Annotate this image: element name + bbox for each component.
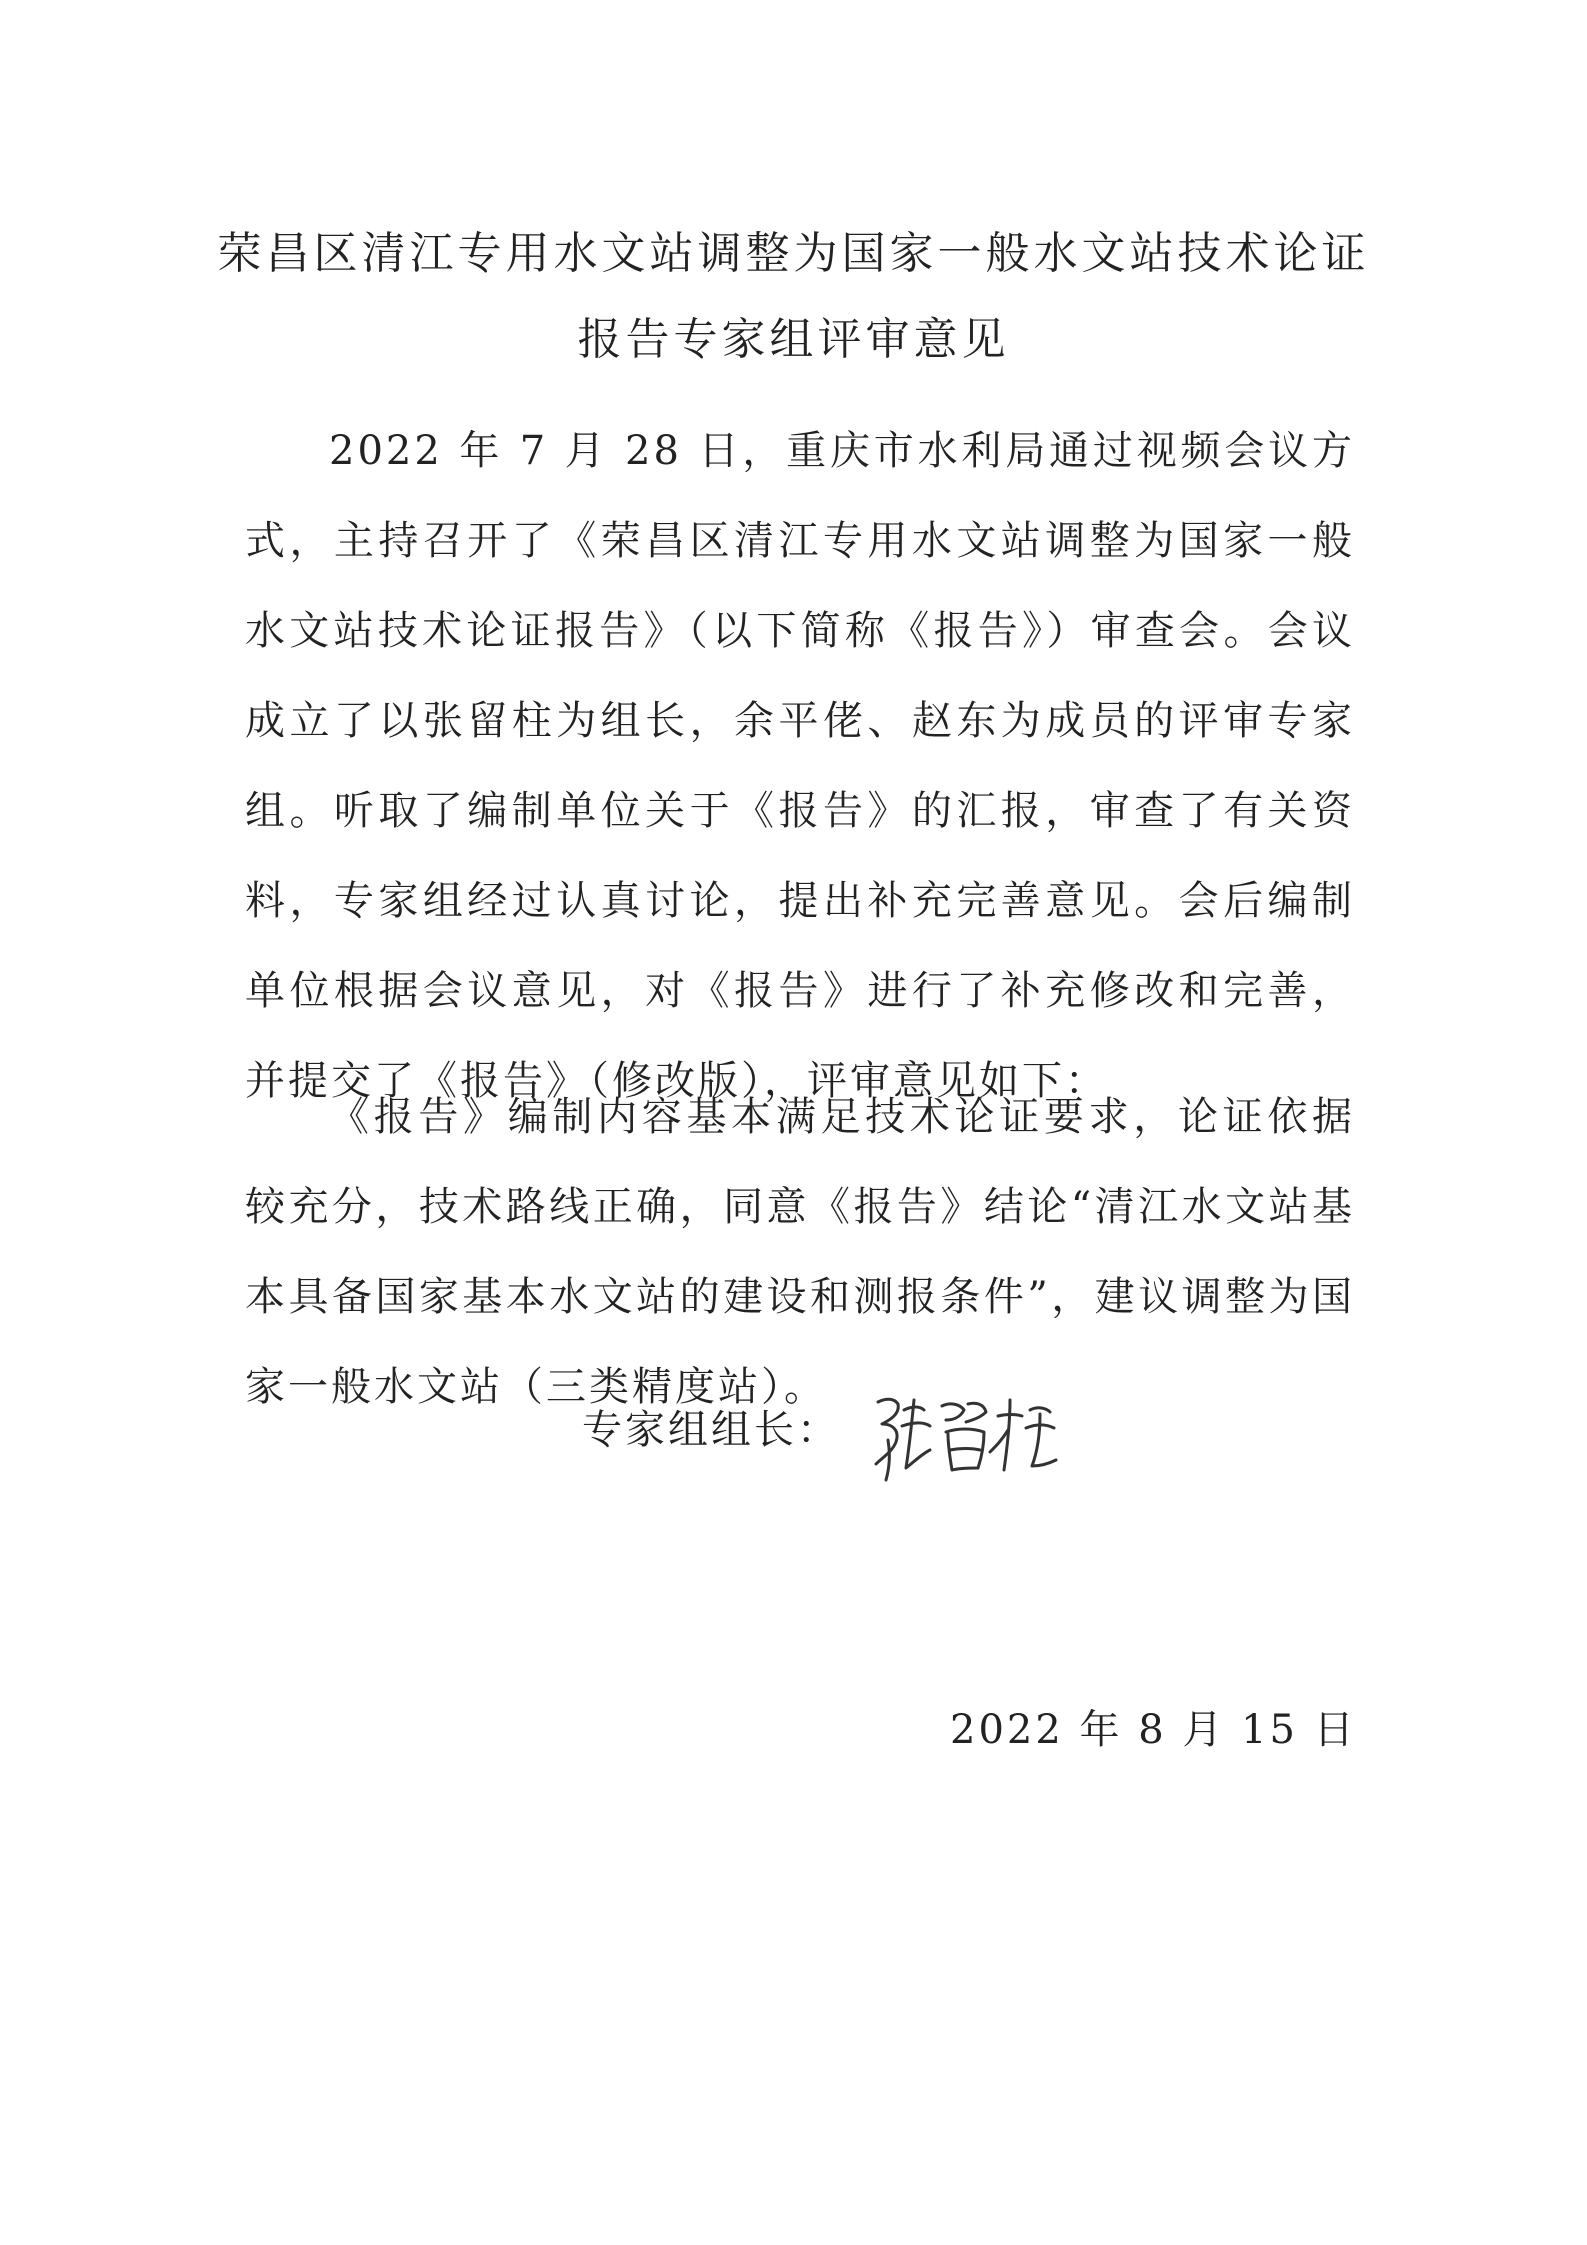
handwritten-signature — [860, 1380, 1060, 1490]
body-paragraph-1: 2022 年 7 月 28 日，重庆市水利局通过视频会议方式，主持召开了《荣昌区清江专用水文站调整为国家一般水文站技术论证报告》（以下简称《报告》）审查会。会议成立了以张留柱为组长，余平佬、赵东为成员的评审专家组。听取了编制单位关于《报告》的汇报，审查了有关资料，专家组经过认真讨论，提出补充完善意见。会后编制单位根据会议意见，对《报告》进行了补充修改和完善，并提交了《报告》（修改版），评审意见如下： — [245, 428, 1355, 1104]
signer-label: 专家组组长： — [582, 1407, 840, 1453]
document-title-line-2: 报告专家组评审意见 — [577, 314, 1010, 365]
document-date: 2022 年 8 月 15 日 — [950, 1707, 1357, 1753]
body-paragraph-2: 《报告》编制内容基本满足技术论证要求，论证依据较充分，技术路线正确，同意《报告》结论“清江水文站基本具备国家基本水文站的建设和测报条件”，建议调整为国家一般水文站（三类精度站）。 — [245, 1094, 1355, 1410]
document-title-line-1: 荣昌区清江专用水文站调整为国家一般水文站技术论证 — [217, 228, 1370, 279]
